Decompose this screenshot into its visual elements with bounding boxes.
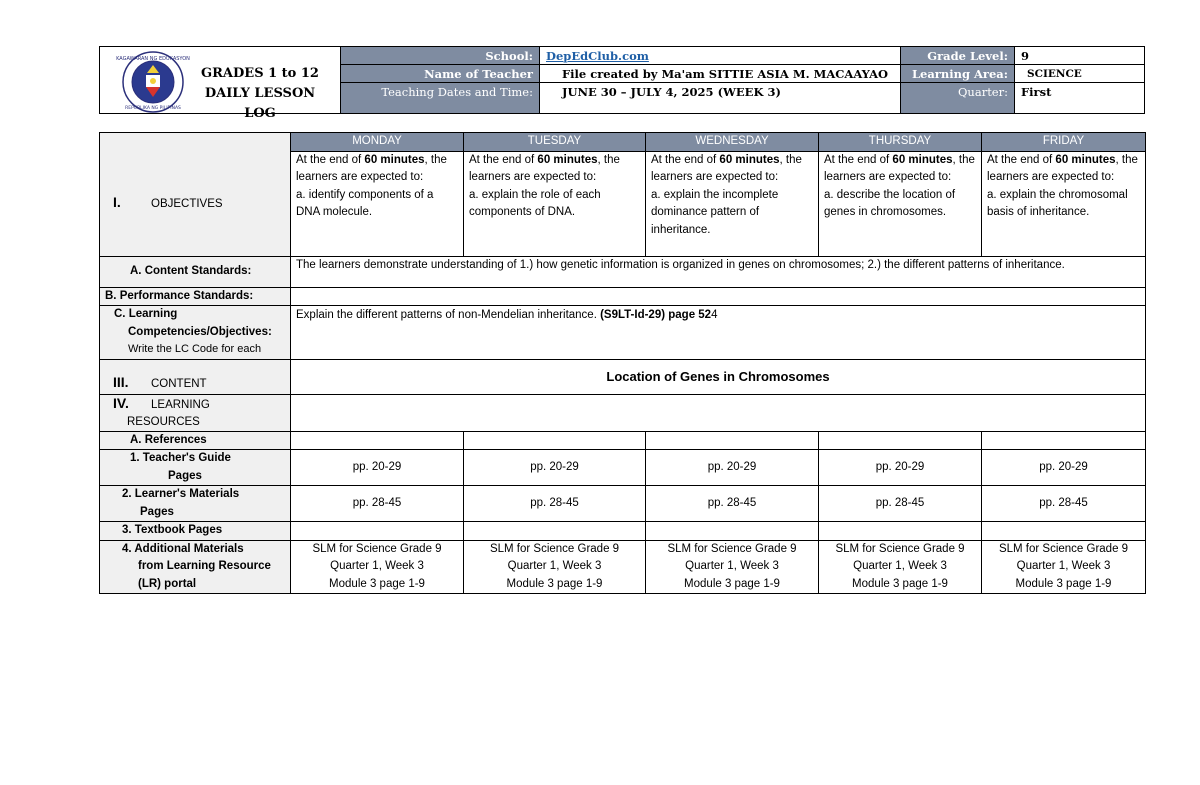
content-label (100, 359, 291, 394)
learners-materials-tuesday: pp. 28-45 (464, 486, 646, 522)
performance-standards-value (291, 287, 1146, 306)
teachers-guide-label-line2: Pages (168, 469, 202, 482)
slm-module: Module 3 page 1-9 (329, 577, 425, 590)
additional-materials-tuesday (464, 540, 646, 594)
objective-text: a. identify components of a DNA molecule. (296, 188, 434, 218)
objective-intro-pre: At the end of (987, 153, 1056, 166)
additional-materials-label-line3: (LR) portal (138, 577, 197, 590)
slm-title: SLM for Science Grade 9 (312, 542, 442, 555)
day-header-wednesday: WEDNESDAY (646, 133, 819, 152)
dates-label: Teaching Dates and Time: (341, 83, 540, 113)
textbook-label: 3. Textbook Pages (100, 522, 291, 541)
textbook-wednesday (646, 522, 819, 541)
quarter-value: First (1021, 85, 1052, 99)
header-row-dates (341, 83, 1144, 113)
quarter-label: Quarter: (901, 83, 1015, 113)
references-wednesday (646, 431, 819, 450)
additional-materials-friday (982, 540, 1146, 594)
performance-standards-label: B. Performance Standards: (100, 287, 291, 306)
learners-materials-label-line2: Pages (140, 505, 174, 518)
references-row (100, 431, 1146, 450)
objective-monday (291, 151, 464, 256)
objective-wednesday (646, 151, 819, 256)
day-header-row (100, 133, 1146, 152)
slm-module: Module 3 page 1-9 (506, 577, 603, 590)
objective-intro-pre: At the end of (651, 153, 720, 166)
competency-text: Explain the different patterns of non-Mendelian inheritance. (296, 309, 601, 321)
additional-materials-monday (291, 540, 464, 594)
slm-title: SLM for Science Grade 9 (998, 542, 1129, 555)
objective-intro-duration: 60 minutes (537, 153, 598, 166)
additional-materials-thursday (819, 540, 982, 594)
resources-label-line2: RESOURCES (127, 415, 200, 428)
log-title (190, 64, 330, 124)
slm-module: Module 3 page 1-9 (1015, 577, 1112, 590)
learners-materials-thursday: pp. 28-45 (819, 486, 982, 522)
objective-intro-pre: At the end of (824, 153, 893, 166)
slm-title: SLM for Science Grade 9 (667, 542, 797, 555)
learning-area-label: Learning Area: (901, 65, 1015, 82)
objective-text: a. describe the location of genes in chromosomes. (824, 188, 956, 218)
logo-cell (100, 47, 341, 121)
grade-level-label: Grade Level: (901, 47, 1015, 64)
objective-intro-duration: 60 minutes (719, 153, 780, 166)
teachers-guide-tuesday: pp. 20-29 (464, 450, 646, 486)
objective-intro-post: , the learners are expected to: (824, 153, 975, 183)
teachers-guide-row (100, 450, 1146, 486)
teachers-guide-monday: pp. 20-29 (291, 450, 464, 486)
references-thursday (819, 431, 982, 450)
header-row-school (341, 47, 1144, 65)
log-title-line2: DAILY LESSON LOG (204, 86, 316, 121)
teacher-label: Name of Teacher (341, 65, 540, 82)
school-value-link[interactable]: DepEdClub.com (540, 47, 901, 64)
competencies-label-line3: Write the LC Code for each (128, 343, 262, 355)
resources-label-line1: LEARNING (151, 398, 210, 411)
resources-row (100, 394, 1146, 431)
slm-quarter: Quarter 1, Week 3 (853, 560, 947, 572)
day-header-monday: MONDAY (291, 133, 464, 152)
competency-code-tail: 4 (711, 309, 718, 321)
day-header-friday: FRIDAY (982, 133, 1146, 152)
competencies-label-line1: C. Learning (114, 308, 178, 320)
competencies-label (100, 306, 291, 360)
content-standards-label: A. Content Standards: (100, 256, 291, 287)
competency-code: (S9LT-Id-29) page 52 (600, 309, 712, 321)
objectives-row (100, 151, 1146, 256)
objectives-roman: I. (113, 193, 121, 210)
objective-intro-pre: At the end of (469, 153, 538, 166)
svg-text:KAGAWARAN NG EDUKASYON: KAGAWARAN NG EDUKASYON (116, 56, 190, 62)
additional-materials-label-line2: from Learning Resource (138, 560, 271, 572)
slm-module: Module 3 page 1-9 (684, 577, 780, 590)
day-header-thursday: THURSDAY (819, 133, 982, 152)
additional-materials-label-line1: 4. Additional Materials (122, 542, 244, 555)
objective-thursday (819, 151, 982, 256)
objective-intro-post: , the learners are expected to: (987, 153, 1138, 183)
grade-level-value: 9 (1021, 49, 1030, 63)
slm-title: SLM for Science Grade 9 (489, 542, 620, 555)
objective-intro-post: , the learners are expected to: (469, 153, 620, 183)
log-title-line1: GRADES 1 to 12 (201, 66, 319, 81)
slm-quarter: Quarter 1, Week 3 (1016, 560, 1111, 572)
textbook-thursday (819, 522, 982, 541)
objective-intro-pre: At the end of (296, 153, 365, 166)
objective-intro-post: , the learners are expected to: (296, 153, 447, 183)
textbook-row (100, 522, 1146, 541)
content-standards-row (100, 256, 1146, 287)
learners-materials-wednesday: pp. 28-45 (646, 486, 819, 522)
slm-quarter: Quarter 1, Week 3 (330, 560, 424, 572)
slm-module: Module 3 page 1-9 (852, 577, 948, 590)
objective-text: a. explain the chromosomal basis of inheritance. (987, 188, 1128, 218)
resources-value (291, 394, 1146, 431)
slm-quarter: Quarter 1, Week 3 (685, 560, 779, 572)
textbook-monday (291, 522, 464, 541)
learners-materials-label (100, 486, 291, 522)
teachers-guide-friday: pp. 20-29 (982, 450, 1146, 486)
teachers-guide-label-line1: 1. Teacher's Guide (130, 452, 231, 464)
objective-text: a. explain the role of each components of DNA. (469, 188, 601, 218)
additional-materials-label (100, 540, 291, 594)
teacher-value: File created by Ma'am SITTIE ASIA M. MACAAYAO (540, 65, 901, 82)
performance-standards-row (100, 287, 1146, 306)
content-row (100, 359, 1146, 394)
learners-materials-monday: pp. 28-45 (291, 486, 464, 522)
references-monday (291, 431, 464, 450)
additional-materials-wednesday (646, 540, 819, 594)
learners-materials-label-line1: 2. Learner's Materials (122, 488, 240, 500)
objective-friday (982, 151, 1146, 256)
dates-value: JUNE 30 – JULY 4, 2025 (WEEK 3) (540, 83, 901, 113)
competencies-label-line2: Competencies/Objectives: (128, 325, 272, 338)
header-row-teacher (341, 65, 1144, 83)
objectives-title: OBJECTIVES (151, 197, 223, 210)
references-tuesday (464, 431, 646, 450)
label-column-header (100, 133, 291, 152)
lesson-log-table (99, 132, 1146, 594)
objective-intro-duration: 60 minutes (364, 153, 425, 166)
resources-roman: IV. (113, 394, 129, 411)
deped-seal-icon (116, 51, 190, 113)
objective-intro-duration: 60 minutes (892, 153, 953, 166)
objective-intro-duration: 60 minutes (1055, 153, 1116, 166)
slm-title: SLM for Science Grade 9 (835, 542, 965, 555)
learning-area-value: SCIENCE (1027, 68, 1082, 80)
content-roman: III. (113, 374, 129, 390)
slm-quarter: Quarter 1, Week 3 (507, 560, 602, 572)
teachers-guide-wednesday: pp. 20-29 (646, 450, 819, 486)
competencies-value (291, 306, 1146, 360)
references-friday (982, 431, 1146, 450)
resources-label (100, 394, 291, 431)
competencies-row (100, 306, 1146, 360)
content-standards-value: The learners demonstrate understanding of 1.) how genetic information is organized in genes on chromosomes; 2.) the different patterns of inheritance. (291, 256, 1146, 287)
objective-intro-post: , the learners are expected to: (651, 153, 802, 183)
teachers-guide-thursday: pp. 20-29 (819, 450, 982, 486)
additional-materials-row (100, 540, 1146, 594)
objective-text: a. explain the incomplete dominance pattern of inheritance. (651, 188, 779, 236)
content-title: CONTENT (151, 378, 207, 390)
textbook-tuesday (464, 522, 646, 541)
learners-materials-friday: pp. 28-45 (982, 486, 1146, 522)
day-header-tuesday: TUESDAY (464, 133, 646, 152)
school-label: School: (341, 47, 540, 64)
textbook-friday (982, 522, 1146, 541)
content-topic: Location of Genes in Chromosomes (291, 359, 1146, 394)
lesson-log-header (99, 46, 1145, 121)
objective-tuesday (464, 151, 646, 256)
svg-text:REPUBLIKA NG PILIPINAS: REPUBLIKA NG PILIPINAS (125, 106, 181, 111)
learners-materials-row (100, 486, 1146, 522)
objectives-label (100, 151, 291, 256)
references-label: A. References (100, 431, 291, 450)
teachers-guide-label (100, 450, 291, 486)
